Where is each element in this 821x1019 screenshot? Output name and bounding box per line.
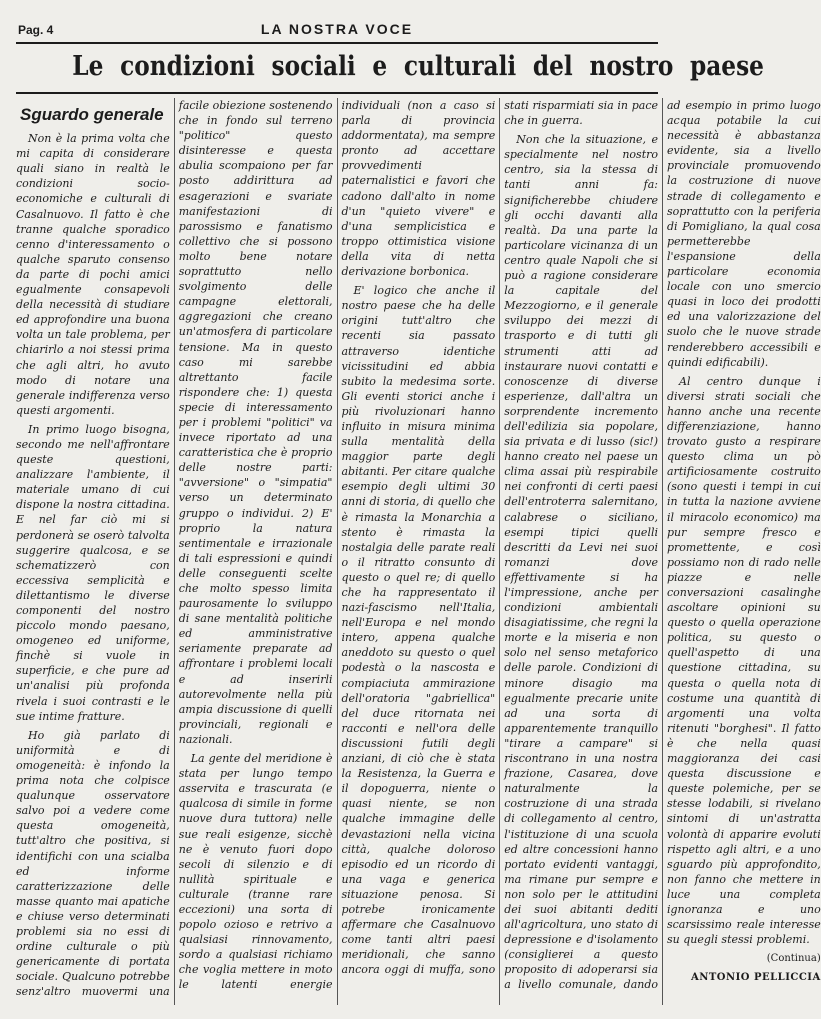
- article-paragraph: Non che la situazione, e specialmente nel nostro centro, sia la stessa di tanti anni fa: significherebbe chiudere gli occhi davanti alla realtà. Da una parte la particolare vicinanza di un centro quale Napoli che si può a ragione considerare la capitale del Mezzogiorno, e il generale sviluppo dei mezzi di trasporto e di tutti gli strumenti atti ad instaurare nuovi contatti e conoscenze di diverse esperienze, dall'altra un sorprendente incremento dell'edilizia sia popolare, sia privata e di lusso (sic!) hanno creato nel paese un clima assai più respirabile nei confronti di certi paesi dell'entroterra salernitano, calabrese o siciliano, esempi tipici quelli descritti da Levi nei suoi romanzi dove effettivamente si ha l'impressione, anche per condizioni ambientali disagiatissime, che regni la morte e la miseria e non solo nel senso metaforico delle parole. Condizioni di minore disagio ma egualmente precarie unite ad una sorta di apparentemente tranquillo "tirare a campare" si riscontrano in una nostra frazione, Casarea, dove naturalmente la costruzione di una strada di collegamento al centro, l'istituzione di una scuola ed altre concessioni hanno portato evidenti vantaggi, ma rimane pur sempre e non solo per le attitudini dei suoi abitanti dediti all'agricoltura, uno stato di depressione e d'isolamento (consiglierei a questo proposito di adoperarsi sia a livello comunale, dando ad esempio in primo luogo acqua potabile la cui necessità è abbastanza evidente, sia a livello provinciale promuovendo la costruzione di nuove strade di collegamento e soprattutto con la periferia di Pomigliano, la qual cosa permetterebbe l'espansione della particolare economia locale con uno smercio quasi in loco dei prodotti ed una valorizzazione del suolo che le nuove strade renderebbero accessibili e quindi edificabili).: [504, 99, 821, 992]
- continued-note: (Continua): [766, 953, 821, 965]
- article-paragraph: Ho già parlato di uniformità e di omogeneità: è infondo la prima nota che colpisce qualunque osservatore salvo poi a vedere come questa omogeneità, tutt'altro che positiva, si identifichi con una scialba ed informe caratterizzazione delle masse quanto mai apatiche e chiuse verso determinati problemi sia no essi di ordine culturale o più genericamente di portata sociale. Qualcuno potrebbe senz'altro muovermi una facile obiezione sostenendo che in fondo sul terreno "politico" questo disinteresse e questa abulia scompaiono per far posto addirittura ad esagerazioni e svariate manifestazioni di parossismo e fanatismo collettivo che si possono molto bene notare soprattutto nello svolgimento delle campagne elettorali, aggregazioni che creano un'atmosfera di particolare tensione. Ma in questo caso mi sarebbe altrettanto facile rispondere che: 1) questa specie di interessamento per i problemi "politici" va invece riportato ad una caratteristica che è proprio delle nostre parti: "avversione" o "simpatia" verso un determinato gruppo o individui. 2) E' proprio la natura sentimentale e irrazionale di tali espressioni e quindi delle conseguenti scelte che molto spesso limita paurosamente lo sviluppo di sane mentalità politiche ed amministrative seriamente preparate ad affrontare i problemi locali e ad inserirli autorevolmente nella più ampia discussione di quelli provinciali, regionali e nazionali.: [16, 99, 333, 999]
- page-header: [16, 20, 658, 44]
- article-paragraph: In primo luogo bisogna, secondo me nell'affrontare queste questioni, analizzare l'ambiente, il materiale umano di cui dispone la nostra cittadina. E nel far ciò mi si perdonerà se oserò talvolta suggerire qualcosa, e se schematizzerò con eccessiva semplicità e dilettantismo le diverse componenti del nostro piccolo mondo paesano, omogeneo ed uniforme, finchè si vuole in superficie, e che pure ad un'analisi più profonda rivela i suoi contrasti e le sue intime fratture.: [16, 422, 170, 723]
- article-headline: Le condizioni sociali e culturali del nostro paese: [72, 51, 764, 82]
- article-headline-box: [16, 44, 764, 94]
- page-number: Pag. 4: [18, 23, 54, 37]
- article-paragraph: Al centro dunque i diversi strati sociali che hanno anche una recente differenziazione, hanno trovato gusto a respirare questo clima un pò artificiosamente costruito (sono questi i tempi in cui in tutta la nazione avviene il miracolo economico) ma pur sempre fresco e promettente, e così possiamo non di rado nelle piazze e nelle conversazioni casalinghe ascoltare opinioni su questo o quella operazione politica, su questo o quell'aspetto di una questione cittadina, su questa o quella nota di costume una quantità di argomenti una volta ritenuti "borghesi". Il fatto è che nella quasi maggioranza dei casi questa discussione e queste polemiche, per se stesse lodabili, si rivelano sintomi di un'astratta volontà di apparire evoluti rispetto agli altri, e a uno sguardo più approfondito, non fanno che mettere in luce una completa ignoranza e uno scarsissimo reale interesse su quegli stessi problemi.: [667, 374, 821, 947]
- article-subheading: Sguardo generale: [20, 105, 164, 124]
- article-paragraph: La gente del meridione è stata per lungo tempo asservita e trascurata (e qualcosa di simile in forme nuove dura tuttora) nelle sue reali esigenze, sicchè ne è venuto fuori dopo secoli di silenzio e di nullità spirituale e culturale (tranne rare eccezioni) una sorta di popolo ozioso e retrivo a qualsiasi rinnovamento, sordo a qualsiasi richiamo che voglia mettere in moto le latenti energie individuali (non a caso si parla di provincia addormentata), ma sempre pronto ad accettare provvedimenti paternalistici e favori che cadono dall'alto in nome d'un "quieto vivere" e d'una semplicistica e troppo ottimistica visione della vita di netta derivazione borbonica.: [178, 99, 496, 992]
- article-body: [16, 98, 821, 1005]
- article-paragraph: E' logico che anche il nostro paese che ha delle origini tutt'altro che recenti sia passato attraverso identiche vicissitudini ed abbia subito la medesima sorte. Gli eventi storici anche i più rivoluzionari hanno influito in misura minima sulla mentalità della maggior parte degli abitanti. Per citare qualche esempio degli ultimi 30 anni di storia, di quello che è rimasta la Monarchia a stento è rimasta la nostalgia delle parate reali o il ritratto consunto di questo o quel re; di quello che ha rappresentato il nazi-fascismo nell'Italia, nell'Europa e nel mondo intero, appena qualche aneddoto su questo o quel podestà o la nascosta e compiaciuta ammirazione dell'oratoria "gabriellica" del duce ritornata nei racconti e nell'ora delle discussioni futili degli anziani, di ciò che è stata la Resistenza, la Guerra e il dopoguerra, niente o quasi niente, se non qualche immagine delle devastazioni nella vicina città, qualche doloroso episodio ed un ricordo di una vaga e generica situazione penosa. Si potrebe ironicamente affermare che Casalnuovo come tanti altri paesi meridionali, che sanno ancora oggi di muffa, sono stati risparmiati sia in pace che in guerra.: [341, 99, 658, 977]
- newspaper-masthead: LA NOSTRA VOCE: [260, 21, 414, 37]
- article-paragraph: Non è la prima volta che mi capita di considerare quali siano in realtà le condizioni socio-economiche e culturali di Casalnuovo. Il fatto è che tranne qualche sporadico cenno d'interessamento o qualche sparuto consenso da parte di pochi amici egualmente consapevoli della necessità di studiare ed approfondire una buona volta un tale problema, per chiarirlo a noi stessi prima che agli altri, ho avuto modo di notare una generale indifferenza verso questi argomenti.: [16, 132, 170, 417]
- author-byline: ANTONIO PELLICCIA: [690, 972, 821, 984]
